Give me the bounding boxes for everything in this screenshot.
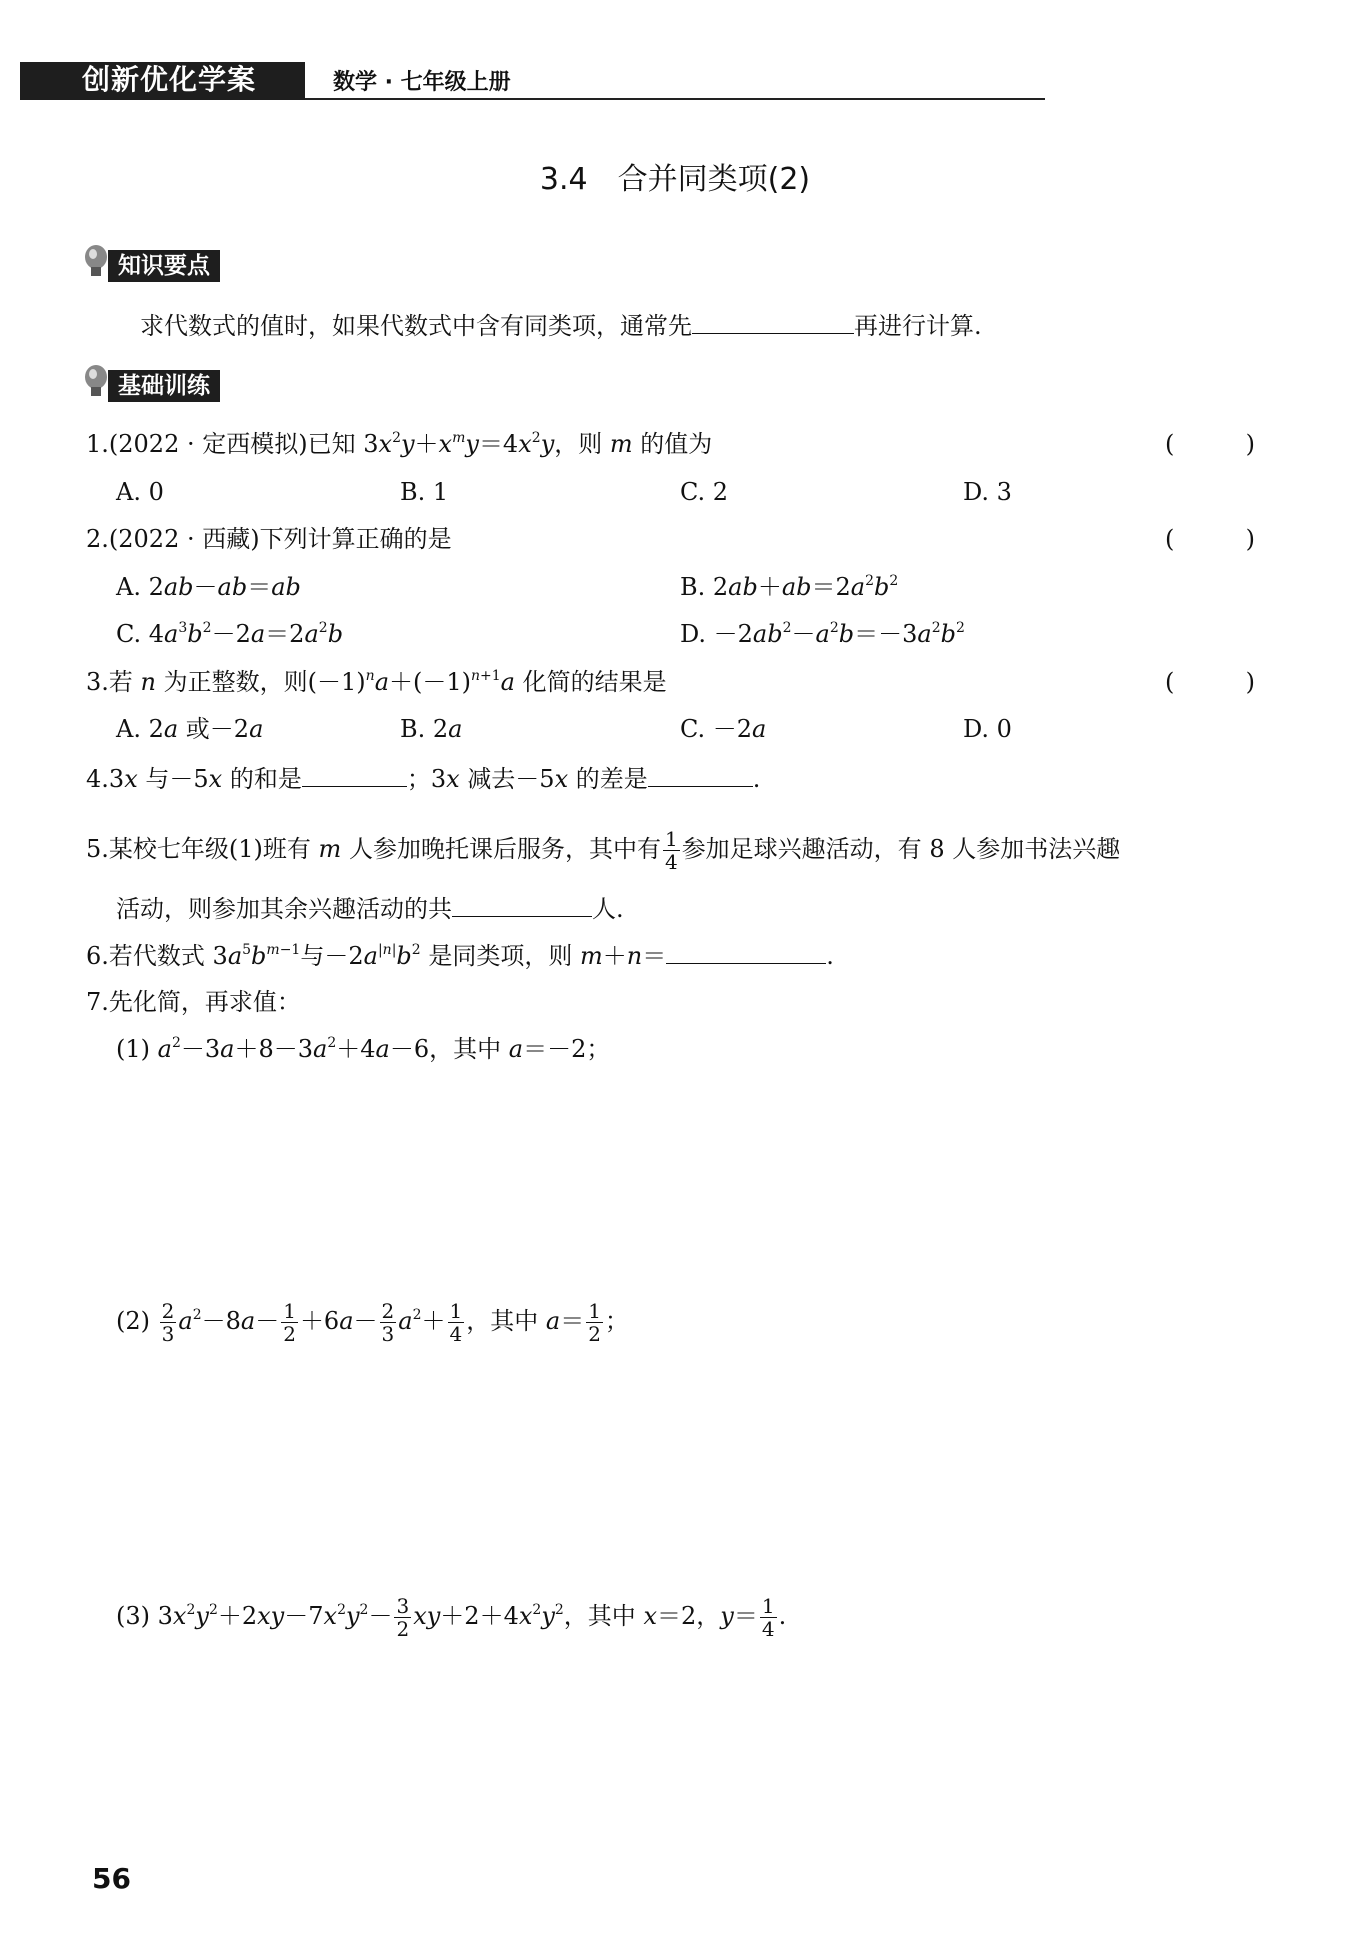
question-4: 4.3x 与－5x 的和是 ；3x 减去－5x 的差是 . xyxy=(86,760,760,796)
option-b[interactable]: B. $2ab+ab=2a^2b^2$ xyxy=(680,573,899,601)
option-d[interactable]: D. 0 xyxy=(963,715,1012,743)
knowledge-text-after: 再进行计算. xyxy=(854,312,982,340)
answer-paren[interactable]: ( ) xyxy=(1165,668,1255,696)
option-a[interactable]: A. 2a 或－2a xyxy=(116,715,264,743)
question-source: (2022 · 定西模拟) xyxy=(108,430,308,458)
lightbulb-icon xyxy=(82,244,110,280)
knowledge-text-before: 求代数式的值时，如果代数式中含有同类项，通常先 xyxy=(140,312,692,340)
option-c[interactable]: C. －2a xyxy=(680,715,767,743)
option-d[interactable]: D. $-2ab^2-a^2b=-3a^2b^2$ xyxy=(680,620,965,648)
answer-blank[interactable] xyxy=(302,760,407,787)
question-1: 1.(2022 · 定西模拟)已知 $3x^2y+x^my=4x^2y$，则 m 的值为 xyxy=(86,430,713,458)
option-a[interactable]: A. 0 xyxy=(116,478,164,506)
answer-blank[interactable] xyxy=(692,307,854,334)
lightbulb-icon xyxy=(82,364,110,400)
fraction: $\frac{1}{4}$ xyxy=(664,827,678,874)
option-d[interactable]: D. 3 xyxy=(963,478,1012,506)
question-2: 2.(2022 · 西藏)下列计算正确的是 xyxy=(86,525,452,553)
question-7-part-2: (2) $\frac{2}{3}$ $a^2-8a-$ $\frac{1}{2}$ ＋6a－ $\frac{2}{3}$ $a^2+$ $\frac{1}{4}$ ，其中 a＝ $\frac{1}{2}$ ； xyxy=(116,1299,629,1346)
option-c[interactable]: C. 2 xyxy=(680,478,729,506)
knowledge-text xyxy=(140,307,982,343)
answer-blank[interactable] xyxy=(666,937,826,964)
option-a[interactable]: A. 2ab－ab＝ab xyxy=(116,573,301,601)
question-5: 5.某校七年级(1)班有 m 人参加晚托课后服务，其中有 $\frac{1}{4}$ 参加足球兴趣活动，有 8 人参加书法兴趣 xyxy=(86,827,1121,874)
question-6: 6.若代数式 $3a^5b^{m-1}$与$-2a^{|n|}b^2$ 是同类项，则 m＋n＝ . xyxy=(86,937,834,973)
answer-blank[interactable] xyxy=(452,890,592,917)
page-title xyxy=(0,160,1350,200)
option-b[interactable]: B. 2a xyxy=(400,715,463,743)
question-5-line2: 活动，则参加其余兴趣活动的共 人. xyxy=(116,890,624,926)
option-b[interactable]: B. 1 xyxy=(400,478,449,506)
header-subject: 数学 · 七年级上册 xyxy=(333,70,511,95)
knowledge-label: 知识要点 xyxy=(108,250,220,282)
section-title: 合并同类项(2) xyxy=(617,162,811,197)
section-number: 3.4 xyxy=(539,162,588,197)
answer-blank[interactable] xyxy=(648,760,753,787)
question-3: 3.若 n 为正整数，则$(-1)^na+(-1)^{n+1}a$ 化简的结果是 xyxy=(86,668,667,696)
question-7: 7.先化简，再求值： xyxy=(86,988,301,1016)
question-source: (2022 · 西藏) xyxy=(108,525,260,553)
answer-paren[interactable]: ( ) xyxy=(1165,525,1255,553)
answer-paren[interactable]: ( ) xyxy=(1165,430,1255,458)
question-7-part-1: (1) $a^2-3a+8-3a^2+4a-6$，其中 a＝－2； xyxy=(116,1035,611,1063)
question-7-part-3: (3) $3x^2y^2+2xy-7x^2y^2-$ $\frac{3}{2}$ $xy+2+4x^2y^2$，其中 x＝2，y＝ $\frac{1}{4}$ . xyxy=(116,1594,787,1641)
training-label: 基础训练 xyxy=(108,370,220,402)
page-number: 56 xyxy=(92,1862,131,1895)
header-rule xyxy=(305,98,1045,100)
option-c[interactable]: C. $4a^3b^2-2a=2a^2b$ xyxy=(116,620,344,648)
header-brand: 创新优化学案 xyxy=(82,63,257,96)
